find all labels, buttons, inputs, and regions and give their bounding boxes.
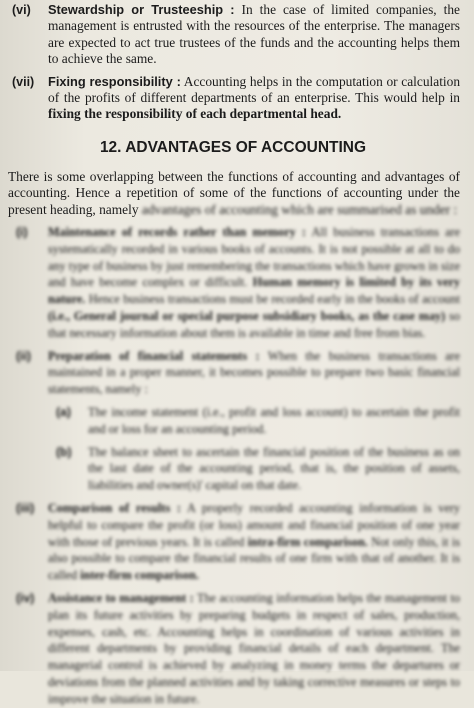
item-title: Assistance to management : bbox=[48, 591, 194, 605]
item-title: Fixing responsibility : bbox=[48, 73, 181, 89]
item-text: A properly recorded accounting information is very helpful to compare the profit (or loss) amount and financial position of one year with those of previous years. It is called bbox=[48, 501, 461, 549]
item-text: Not only this, it is also possible to compare the financial results of one firm with that of another. It is called bbox=[48, 534, 461, 583]
item-text: All business transactions are systematically recorded in various books of accounts. It is not possible at all to do any type of business by just remembering the transactions which have grown in size and have become complex or difficult. bbox=[48, 225, 461, 290]
item-title: Stewardship or Trusteeship : bbox=[48, 2, 235, 17]
item-title: Maintenance of records rather than memory : bbox=[48, 225, 306, 240]
list-item-fixing-responsibility bbox=[6, 74, 460, 123]
item-title: Preparation of financial statements : bbox=[48, 348, 260, 363]
intro-paragraph bbox=[6, 169, 460, 218]
item-bold-text: intra-firm comparison. bbox=[247, 534, 368, 549]
item-text: In the case of limited companies, the management is entrusted with the resources of the enterprise. The managers are expected to act true trustees of the funds and the accounting helps them to achieve the same. bbox=[48, 2, 460, 67]
item-text: Hence business transactions must be recorded early in the books of account bbox=[88, 292, 460, 307]
item-title: Comparison of results : bbox=[48, 501, 181, 516]
item-text: When the business transactions are maintained in a proper manner, it becomes possible to prepare two basic financial statements, namely : bbox=[48, 348, 461, 397]
sub-item-text: The balance sheet to ascertain the financial position of the business as on the last date of the accounting period, that is, the position of assets, liabilities and owner(s)' capital on that date. bbox=[88, 444, 460, 493]
intro-line: Hence a repetition of some of the functions of accounting under the present heading, namely bbox=[8, 185, 460, 217]
item-bold-text: (i.e., General journal or special purpose subsidiary books, as the case may) bbox=[48, 309, 446, 324]
item-text: Accounting helps in the computation or calculation of the profits of different departments of an enterprise. This would help in bbox=[48, 73, 461, 106]
item-bold-text: Human memory is limited by its very nature. bbox=[48, 275, 460, 307]
item-number: (iv) bbox=[16, 591, 35, 605]
item-number: (iii) bbox=[16, 501, 35, 516]
sub-item-number: (a) bbox=[56, 405, 71, 420]
item-text: The accounting information helps the management to plan its future activities by preparing budgets in respect of sales, production, expenses, cash, etc. Accounting helps in coordination of various activities in different departments by providing financial details of each department. The managerial control is achieved by analyzing in money terms the departures or deviations from the planned activities and by taking corrective measures or steps to improve the situation in future. bbox=[48, 591, 460, 706]
sub-item-text: The income statement (i.e., profit and loss account) to ascertain the profit and or loss for an accounting period. bbox=[88, 405, 460, 436]
sub-item bbox=[48, 444, 460, 494]
item-bold-text: inter-firm comparison. bbox=[80, 568, 199, 583]
sub-item-number: (b) bbox=[56, 444, 72, 459]
intro-line: There is some overlapping between the functions of accounting and advantages of accounting. bbox=[8, 168, 460, 201]
item-text: so that necessary information about them is available in time and free from bias. bbox=[48, 309, 460, 340]
list-item-assistance bbox=[6, 590, 460, 708]
list-item-stewardship bbox=[6, 2, 460, 68]
item-number: (vii) bbox=[12, 74, 35, 89]
item-number: (ii) bbox=[16, 348, 31, 363]
item-number: (i) bbox=[16, 225, 28, 240]
sub-item bbox=[48, 404, 460, 438]
section-heading: 12. ADVANTAGES OF ACCOUNTING bbox=[99, 138, 367, 156]
blurred-content bbox=[6, 224, 460, 708]
list-item-comparison bbox=[6, 500, 460, 584]
list-item-financial-statements bbox=[6, 348, 460, 494]
intro-line: advantages of accounting which are summarised as under : bbox=[141, 201, 458, 217]
item-number: (vi) bbox=[12, 3, 31, 17]
list-item-maintenance bbox=[6, 224, 460, 342]
item-bold-text: fixing the responsibility of each departmental head. bbox=[48, 106, 342, 122]
